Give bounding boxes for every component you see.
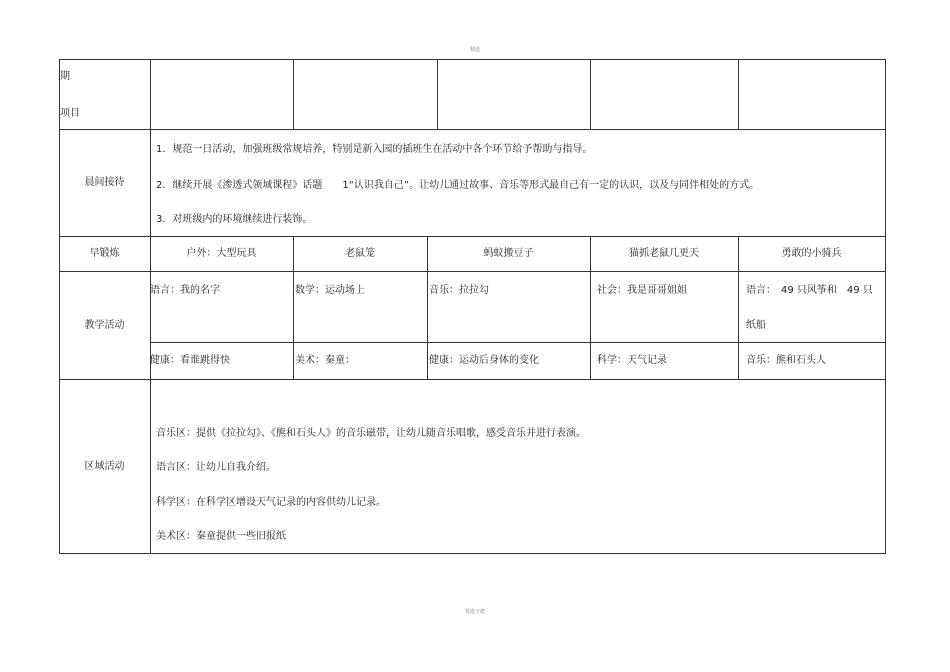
exercise-item: 勇敢的小骑兵: [781, 248, 842, 259]
morning-item-2: 2．继续开展《渗透式领域课程》话题 1“认识我自己”。让幼儿通过故事、音乐等形式最自己有一定的认识，以及与同伴相处的方式。: [156, 180, 760, 191]
page-footer: 优选于群: [464, 609, 485, 615]
teaching-item: 语言： 49 只风筝和 49 只: [746, 285, 873, 296]
morning-item-3: 3．对班级内的环境继续进行装饰。: [156, 214, 313, 225]
area-item: 科学区：在科学区增设天气记录的内容供幼儿记录。: [156, 497, 386, 508]
area-activities-label: 区域活动: [84, 461, 125, 472]
teaching-item: 语言：我的名字: [150, 285, 220, 296]
teaching-item: 健康：看谁跳得快: [150, 355, 230, 366]
teaching-item: 数学：运动场上: [295, 285, 365, 296]
corner-period-label: 期: [60, 71, 70, 82]
teaching-item: 健康：运动后身体的变化: [429, 355, 539, 366]
teaching-item: 音乐：拉拉勾: [429, 285, 489, 296]
corner-item-label: 项目: [60, 108, 80, 119]
teaching-item: 社会：我是哥哥姐姐: [597, 285, 687, 296]
exercise-item: 老鼠笼: [345, 248, 375, 259]
morning-item-1: 1．规范一日活动，加强班级常规培养，特别是新入园的插班生在活动中各个环节给予帮助与指导。: [156, 144, 593, 155]
teaching-activities-label: 教学活动: [84, 320, 125, 331]
page-header: 精选: [469, 47, 480, 53]
morning-exercise-label: 早锻炼: [89, 248, 120, 259]
morning-reception-label: 晨间接待: [84, 177, 125, 188]
area-item: 语言区：让幼儿自我介绍。: [156, 462, 276, 473]
teaching-item: 美术：秦童：: [295, 355, 355, 366]
teaching-item: 科学：天气记录: [597, 355, 667, 366]
teaching-item-continued: 纸船: [746, 320, 766, 331]
teaching-item: 音乐：熊和石头人: [746, 355, 826, 366]
area-item: 音乐区：提供《拉拉勾》、《熊和石头人》的音乐磁带，让幼儿随音乐唱歌，感受音乐并进行表演。: [156, 428, 586, 439]
exercise-item: 猫抓老鼠几更天: [629, 248, 699, 259]
area-item: 美术区：秦童提供一些旧报纸: [156, 531, 286, 542]
exercise-item: 蚂蚁搬豆子: [483, 248, 534, 259]
exercise-item: 户外：大型玩具: [186, 248, 257, 259]
